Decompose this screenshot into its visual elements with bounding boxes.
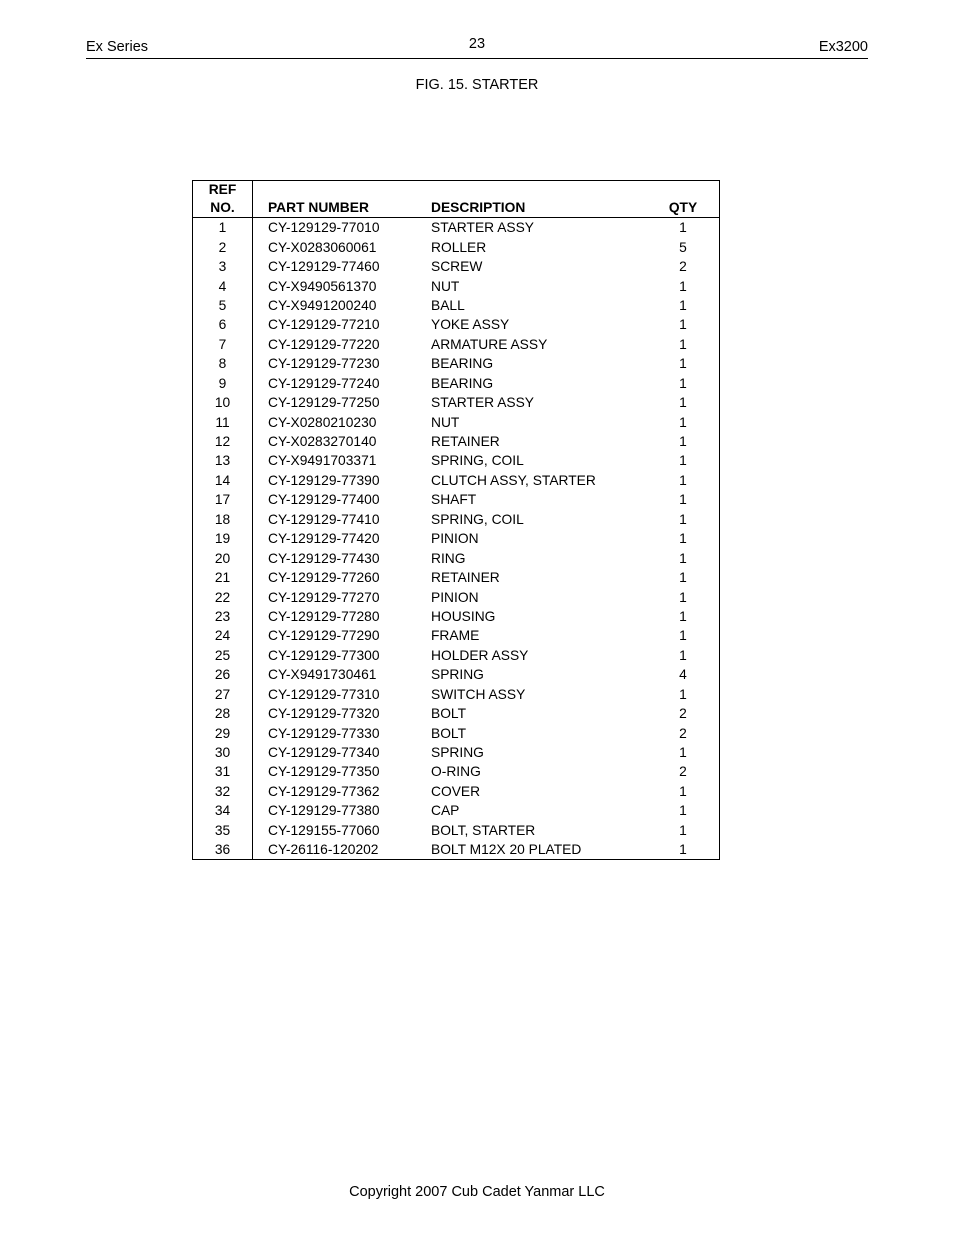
description-cell: SCREW xyxy=(431,259,483,275)
table-row xyxy=(193,315,719,334)
part-number-cell: CY-129129-77330 xyxy=(268,725,380,741)
description-cell: BEARING xyxy=(431,375,494,391)
part-number-cell: CY-129129-77350 xyxy=(268,764,380,780)
figure-title: FIG. 15. STARTER xyxy=(415,77,539,93)
ref-cell: 2 xyxy=(193,237,253,256)
qty-cell: 1 xyxy=(679,220,687,236)
part-number-cell: CY-X0283060061 xyxy=(268,239,377,255)
qty-cell: 1 xyxy=(679,395,687,411)
ref-cell: 10 xyxy=(193,393,253,412)
qty-cell: 2 xyxy=(679,706,687,722)
part-number-cell: CY-X9491730461 xyxy=(268,667,377,683)
part-number-cell: CY-129129-77460 xyxy=(268,259,380,275)
description-cell: BOLT xyxy=(431,706,467,722)
ref-cell: 13 xyxy=(193,451,253,470)
description-cell: SWITCH ASSY xyxy=(431,686,526,702)
description-cell: BOLT xyxy=(431,725,467,741)
description-cell: SPRING xyxy=(431,745,484,761)
qty-cell: 1 xyxy=(679,686,687,702)
part-number-cell: CY-129129-77010 xyxy=(268,220,380,236)
ref-cell: 17 xyxy=(193,490,253,509)
table-row xyxy=(193,840,719,859)
description-cell: HOUSING xyxy=(431,608,496,624)
part-number-cell: CY-129129-77390 xyxy=(268,472,380,488)
qty-cell: 1 xyxy=(679,550,687,566)
ref-cell: 30 xyxy=(193,743,253,762)
qty-cell: 1 xyxy=(679,317,687,333)
part-number-cell: CY-129129-77362 xyxy=(268,783,380,799)
qty-cell: 1 xyxy=(679,375,687,391)
table-body xyxy=(193,218,719,860)
ref-cell: 23 xyxy=(193,607,253,626)
ref-cell: 26 xyxy=(193,665,253,684)
table-row xyxy=(193,723,719,742)
column-header-part-number: PART NUMBER xyxy=(253,181,432,218)
qty-cell: 1 xyxy=(679,531,687,547)
part-number-cell: CY-129129-77310 xyxy=(268,686,380,702)
qty-cell: 1 xyxy=(679,647,687,663)
description-cell: SHAFT xyxy=(431,492,477,508)
description-cell: NUT xyxy=(431,278,460,294)
ref-cell: 5 xyxy=(193,296,253,315)
table-row xyxy=(193,685,719,704)
table-row xyxy=(193,762,719,781)
description-cell: CLUTCH ASSY, STARTER xyxy=(431,472,596,488)
ref-cell: 34 xyxy=(193,801,253,820)
ref-cell: 25 xyxy=(193,646,253,665)
table-row xyxy=(193,665,719,684)
ref-cell: 35 xyxy=(193,821,253,840)
part-number-cell: CY-129129-77260 xyxy=(268,570,380,586)
table-row xyxy=(193,354,719,373)
ref-cell: 18 xyxy=(193,510,253,529)
part-number-cell: CY-129129-77380 xyxy=(268,803,380,819)
qty-cell: 1 xyxy=(679,745,687,761)
ref-cell: 7 xyxy=(193,335,253,354)
table-row xyxy=(193,335,719,354)
parts-list-table xyxy=(193,181,719,859)
description-cell: YOKE ASSY xyxy=(431,317,510,333)
table-row xyxy=(193,529,719,548)
table-row xyxy=(193,451,719,470)
part-number-cell: CY-26116-120202 xyxy=(268,842,379,858)
table-row xyxy=(193,510,719,529)
qty-cell: 1 xyxy=(679,822,687,838)
qty-cell: 1 xyxy=(679,492,687,508)
ref-cell: 3 xyxy=(193,257,253,276)
qty-cell: 1 xyxy=(679,453,687,469)
qty-cell: 1 xyxy=(679,570,687,586)
description-cell: BALL xyxy=(431,297,465,313)
ref-cell: 8 xyxy=(193,354,253,373)
table-row xyxy=(193,237,719,256)
description-cell: FRAME xyxy=(431,628,480,644)
ref-cell: 1 xyxy=(193,218,253,238)
qty-cell: 1 xyxy=(679,278,687,294)
ref-cell: 36 xyxy=(193,840,253,859)
ref-cell: 31 xyxy=(193,762,253,781)
ref-cell: 20 xyxy=(193,548,253,567)
ref-cell: 12 xyxy=(193,432,253,451)
ref-cell: 6 xyxy=(193,315,253,334)
qty-cell: 1 xyxy=(679,842,687,858)
ref-header-line1: REF xyxy=(208,182,237,197)
description-cell: PINION xyxy=(431,589,479,605)
table-row xyxy=(193,412,719,431)
ref-cell: 14 xyxy=(193,471,253,490)
column-header-description: DESCRIPTION xyxy=(431,181,647,218)
description-cell: RETAINER xyxy=(431,570,500,586)
column-header-ref-no xyxy=(193,181,253,218)
qty-cell: 5 xyxy=(679,239,687,255)
description-cell: SPRING, COIL xyxy=(431,511,524,527)
qty-cell: 1 xyxy=(679,628,687,644)
header-row xyxy=(193,181,719,218)
qty-cell: 2 xyxy=(679,259,687,275)
qty-cell: 1 xyxy=(679,356,687,372)
copyright-footer: Copyright 2007 Cub Cadet Yanmar LLC xyxy=(349,1184,605,1200)
table-row xyxy=(193,218,719,238)
part-number-cell: CY-129129-77270 xyxy=(268,589,380,605)
part-number-cell: CY-129129-77420 xyxy=(268,531,380,547)
description-cell: PINION xyxy=(431,531,479,547)
ref-cell: 32 xyxy=(193,782,253,801)
part-number-cell: CY-129129-77250 xyxy=(268,395,380,411)
qty-cell: 1 xyxy=(679,297,687,313)
table-header xyxy=(193,181,719,218)
ref-cell: 19 xyxy=(193,529,253,548)
qty-cell: 1 xyxy=(679,434,687,450)
table-row xyxy=(193,548,719,567)
description-cell: ROLLER xyxy=(431,239,487,255)
parts-table xyxy=(192,180,720,860)
qty-cell: 4 xyxy=(679,667,687,683)
ref-cell: 28 xyxy=(193,704,253,723)
part-number-cell: CY-129129-77340 xyxy=(268,745,380,761)
description-cell: NUT xyxy=(431,414,460,430)
table-row xyxy=(193,432,719,451)
description-cell: HOLDER ASSY xyxy=(431,647,529,663)
table-row xyxy=(193,296,719,315)
part-number-cell: CY-X9491200240 xyxy=(268,297,377,313)
table-row xyxy=(193,607,719,626)
description-cell: STARTER ASSY xyxy=(431,395,534,411)
description-cell: CAP xyxy=(431,803,460,819)
qty-cell: 1 xyxy=(679,589,687,605)
part-number-cell: CY-X0280210230 xyxy=(268,414,377,430)
qty-cell: 2 xyxy=(679,725,687,741)
part-number-cell: CY-X9491703371 xyxy=(268,453,377,469)
table-row xyxy=(193,704,719,723)
table-row xyxy=(193,393,719,412)
qty-cell: 2 xyxy=(679,764,687,780)
part-number-cell: CY-129129-77220 xyxy=(268,336,380,352)
description-cell: BOLT, STARTER xyxy=(431,822,536,838)
ref-cell: 24 xyxy=(193,626,253,645)
part-number-cell: CY-129129-77320 xyxy=(268,706,380,722)
description-cell: STARTER ASSY xyxy=(431,220,534,236)
ref-cell: 9 xyxy=(193,374,253,393)
ref-cell: 27 xyxy=(193,685,253,704)
page-header xyxy=(86,36,868,59)
table-row xyxy=(193,821,719,840)
qty-cell: 1 xyxy=(679,336,687,352)
qty-cell: 1 xyxy=(679,414,687,430)
part-number-cell: CY-129129-77430 xyxy=(268,550,380,566)
description-cell: RETAINER xyxy=(431,434,500,450)
description-cell: BEARING xyxy=(431,356,494,372)
ref-header-line2: NO. xyxy=(210,200,235,215)
part-number-cell: CY-129129-77300 xyxy=(268,647,380,663)
part-number-cell: CY-129129-77210 xyxy=(268,317,380,333)
table-row xyxy=(193,801,719,820)
model-name: Ex3200 xyxy=(818,39,868,55)
table-row xyxy=(193,587,719,606)
description-cell: BOLT M12X 20 PLATED xyxy=(431,842,582,858)
description-cell: ARMATURE ASSY xyxy=(431,336,548,352)
ref-cell: 11 xyxy=(193,412,253,431)
page-number: 23 xyxy=(468,36,486,52)
qty-cell: 1 xyxy=(679,472,687,488)
part-number-cell: CY-129155-77060 xyxy=(268,822,380,838)
part-number-cell: CY-129129-77280 xyxy=(268,608,380,624)
ref-cell: 29 xyxy=(193,723,253,742)
part-number-cell: CY-129129-77230 xyxy=(268,356,380,372)
table-row xyxy=(193,568,719,587)
column-header-qty: QTY xyxy=(647,181,719,218)
table-row xyxy=(193,257,719,276)
table-row xyxy=(193,374,719,393)
description-cell: COVER xyxy=(431,783,481,799)
qty-cell: 1 xyxy=(679,783,687,799)
table-row xyxy=(193,743,719,762)
qty-cell: 1 xyxy=(679,511,687,527)
table-row xyxy=(193,471,719,490)
part-number-cell: CY-129129-77410 xyxy=(268,511,380,527)
qty-cell: 1 xyxy=(679,608,687,624)
part-number-cell: CY-129129-77400 xyxy=(268,492,380,508)
table-row xyxy=(193,276,719,295)
ref-cell: 4 xyxy=(193,276,253,295)
part-number-cell: CY-129129-77240 xyxy=(268,375,380,391)
part-number-cell: CY-X0283270140 xyxy=(268,434,377,450)
description-cell: O-RING xyxy=(431,764,481,780)
description-cell: SPRING, COIL xyxy=(431,453,524,469)
description-cell: SPRING xyxy=(431,667,484,683)
series-name: Ex Series xyxy=(86,39,149,55)
part-number-cell: CY-129129-77290 xyxy=(268,628,380,644)
table-row xyxy=(193,646,719,665)
table-row xyxy=(193,490,719,509)
qty-cell: 1 xyxy=(679,803,687,819)
table-row xyxy=(193,626,719,645)
ref-cell: 22 xyxy=(193,587,253,606)
table-row xyxy=(193,782,719,801)
part-number-cell: CY-X9490561370 xyxy=(268,278,377,294)
ref-cell: 21 xyxy=(193,568,253,587)
description-cell: RING xyxy=(431,550,466,566)
